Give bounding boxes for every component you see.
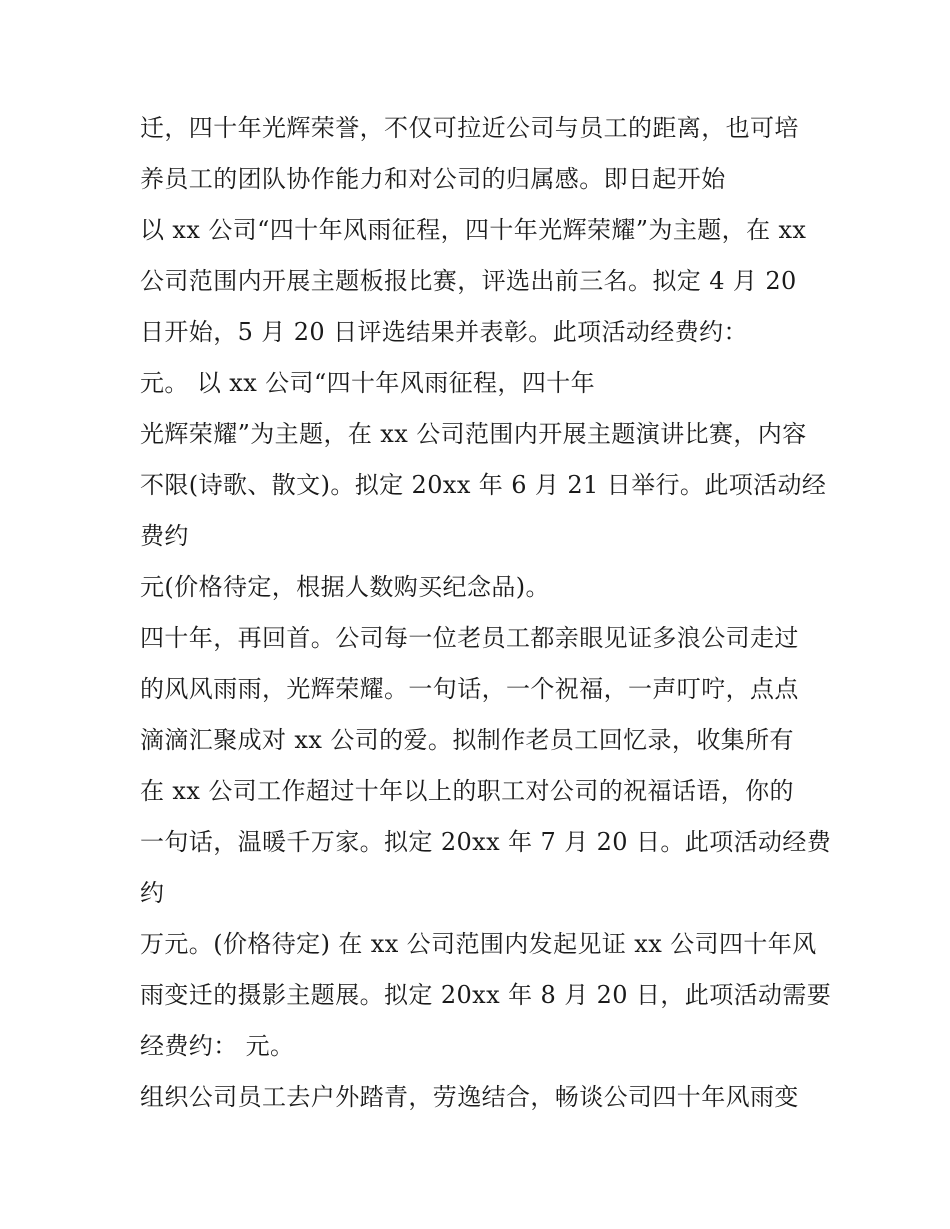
text-line: 光辉荣耀”为主题，在 xx 公司范围内开展主题演讲比赛，内容 bbox=[140, 420, 807, 448]
text-line: 公司范围内开展主题板报比赛，评选出前三名。拟定 4 月 20 bbox=[140, 267, 797, 295]
text-line: 雨变迁的摄影主题展。拟定 20xx 年 8 月 20 日，此项活动需要 bbox=[140, 981, 832, 1009]
text-line: 日开始，5 月 20 日评选结果并表彰。此项活动经费约： bbox=[140, 318, 748, 346]
text-line: 一句话，温暖千万家。拟定 20xx 年 7 月 20 日。此项活动经费 bbox=[140, 828, 832, 856]
text-line: 不限(诗歌、散文)。拟定 20xx 年 6 月 21 日举行。此项活动经 bbox=[140, 471, 827, 499]
text-line: 养员工的团队协作能力和对公司的归属感。即日起开始 bbox=[140, 165, 726, 193]
text-line: 元(价格待定，根据人数购买纪念品)。 bbox=[140, 573, 550, 601]
text-line: 在 xx 公司工作超过十年以上的职工对公司的祝福话语，你的 bbox=[140, 777, 794, 805]
text-line: 万元。(价格待定) 在 xx 公司范围内发起见证 xx 公司四十年风 bbox=[140, 930, 817, 958]
text-line: 费约 bbox=[140, 522, 189, 550]
text-line: 经费约： 元。 bbox=[140, 1032, 295, 1060]
text-line: 约 bbox=[140, 879, 165, 907]
text-line: 滴滴汇聚成对 xx 公司的爱。拟制作老员工回忆录，收集所有 bbox=[140, 726, 794, 754]
text-line: 元。 以 xx 公司“四十年风雨征程，四十年 bbox=[140, 369, 596, 397]
text-line: 的风风雨雨，光辉荣耀。一句话，一个祝福，一声叮咛，点点 bbox=[140, 675, 799, 703]
text-line: 以 xx 公司“四十年风雨征程，四十年光辉荣耀”为主题，在 xx bbox=[140, 216, 807, 244]
text-line: 迁，四十年光辉荣誉，不仅可拉近公司与员工的距离，也可培 bbox=[140, 114, 799, 142]
text-line: 四十年，再回首。公司每一位老员工都亲眼见证多浪公司走过 bbox=[140, 624, 799, 652]
text-line: 组织公司员工去户外踏青，劳逸结合，畅谈公司四十年风雨变 bbox=[140, 1083, 799, 1111]
